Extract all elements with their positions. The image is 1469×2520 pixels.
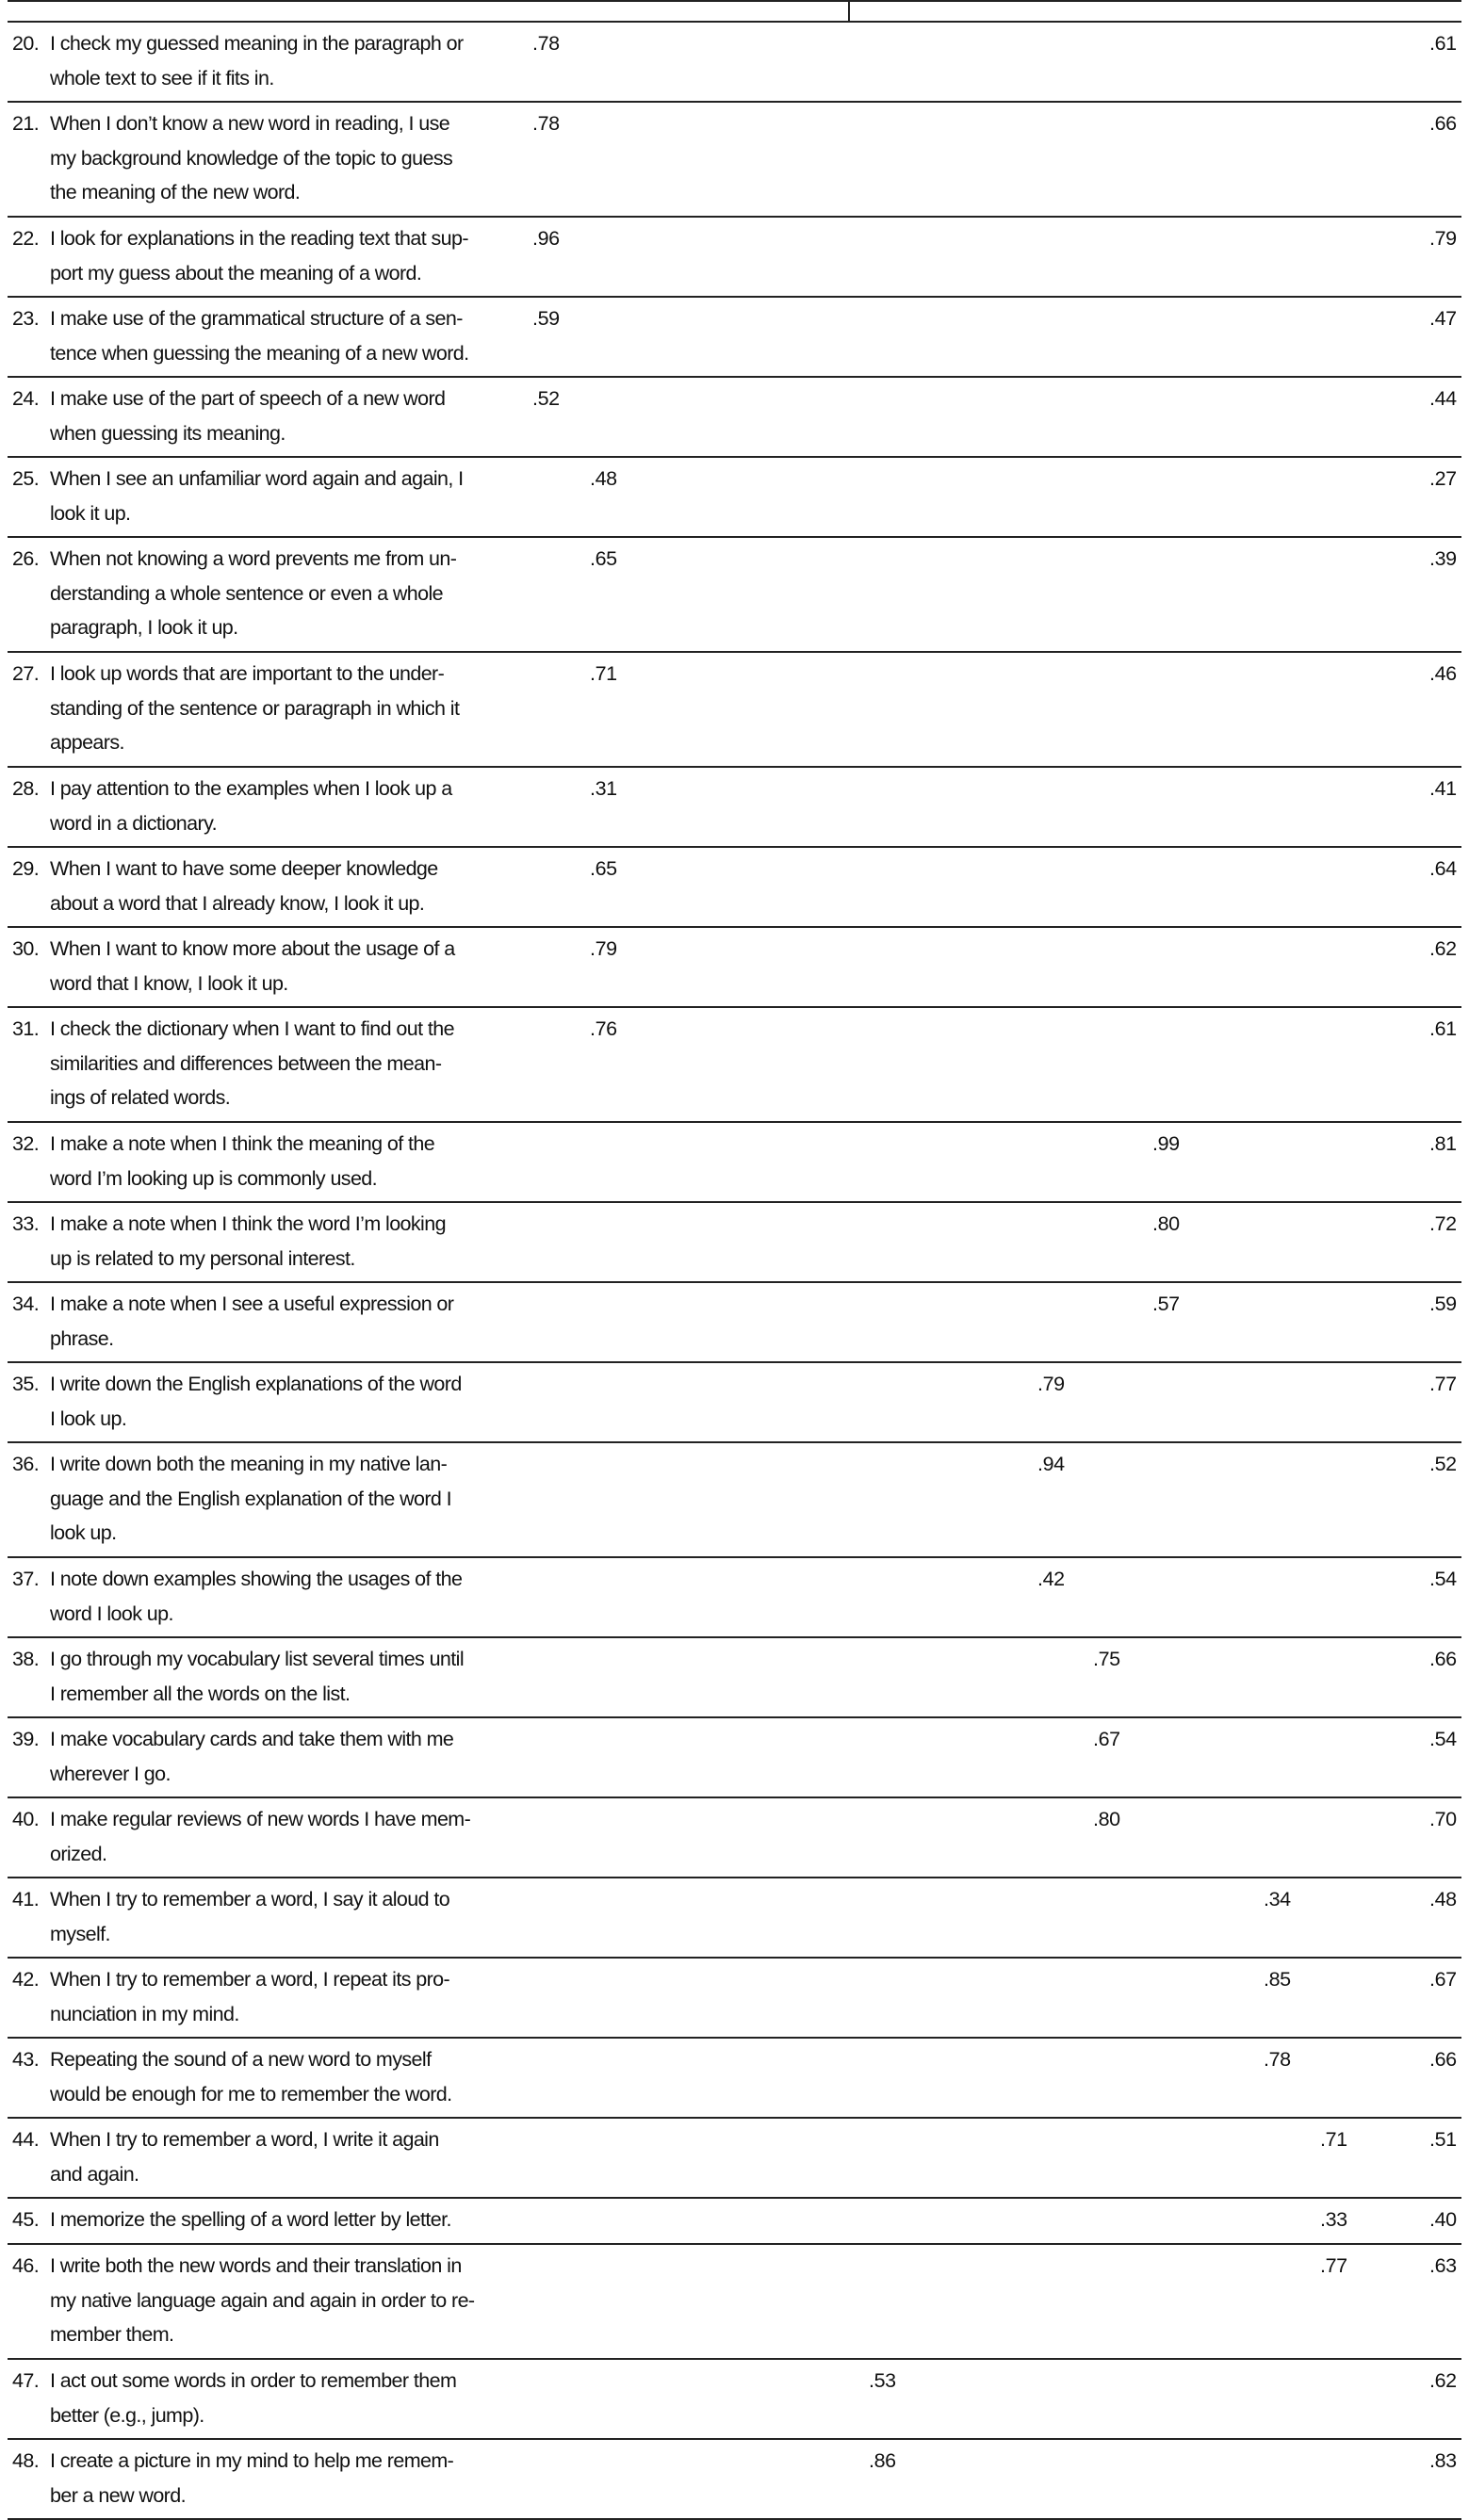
factor-loading: .42 — [1037, 1568, 1065, 1590]
item-line: When not knowing a word prevents me from un- — [50, 547, 457, 570]
item-text — [12, 1802, 519, 1871]
item-line: about a word that I already know, I look it up. — [50, 891, 425, 915]
item-text — [12, 1642, 519, 1711]
communality-value: .70 — [1429, 1808, 1457, 1830]
item-line: I check the dictionary when I want to find out the — [50, 1017, 454, 1040]
item-line: Repeating the sound of a new word to myself — [50, 2048, 432, 2071]
item-line: my background knowledge of the topic to guess — [50, 146, 453, 170]
item-number: 47. — [12, 2369, 40, 2392]
item-number: 35. — [12, 1373, 40, 1395]
item-text — [12, 1882, 519, 1951]
factor-loading: .96 — [532, 227, 560, 250]
item-text — [12, 2364, 519, 2432]
table-row — [8, 1203, 1461, 1283]
item-line: look up. — [50, 1521, 117, 1545]
table-row — [8, 1283, 1461, 1363]
table-header-row — [8, 2, 1461, 23]
table-row — [8, 378, 1461, 458]
factor-loading: .78 — [532, 32, 560, 55]
communality-value: .81 — [1429, 1132, 1457, 1155]
table-row — [8, 458, 1461, 538]
factor-loading: .65 — [590, 547, 617, 570]
item-number: 40. — [12, 1808, 40, 1830]
item-line: the meaning of the new word. — [50, 181, 301, 204]
item-text — [12, 1367, 519, 1436]
item-line: I make a note when I think the meaning of the — [50, 1132, 435, 1155]
item-text — [12, 2444, 519, 2512]
item-text — [12, 1127, 519, 1195]
item-number: 26. — [12, 547, 40, 570]
item-line: I act out some words in order to remember them — [50, 2369, 457, 2392]
item-line: When I try to remember a word, I repeat its pro- — [50, 1968, 450, 1991]
communality-value: .66 — [1429, 1648, 1457, 1670]
item-text — [12, 2203, 519, 2237]
item-number: 22. — [12, 227, 40, 250]
item-line: orized. — [50, 1842, 107, 1865]
table-row — [8, 218, 1461, 298]
communality-value: .39 — [1429, 547, 1457, 570]
factor-loading: .94 — [1037, 1453, 1065, 1475]
item-number: 32. — [12, 1132, 40, 1155]
communality-value: .64 — [1429, 857, 1457, 880]
item-line: tence when guessing the meaning of a new word. — [50, 341, 469, 365]
table-row — [8, 653, 1461, 768]
table-row — [8, 1878, 1461, 1959]
table-row — [8, 1008, 1461, 1123]
item-line: when guessing its meaning. — [50, 421, 286, 445]
item-number: 30. — [12, 937, 40, 960]
factor-loading: .75 — [1093, 1648, 1120, 1670]
communality-value: .59 — [1429, 1293, 1457, 1315]
table-row — [8, 298, 1461, 378]
item-number: 42. — [12, 1968, 40, 1991]
item-text — [12, 542, 519, 645]
item-line: I write both the new words and their translation in — [50, 2254, 462, 2277]
table-row — [8, 2360, 1461, 2440]
communality-value: .79 — [1429, 227, 1457, 250]
table-row — [8, 1123, 1461, 1203]
item-line: word I look up. — [50, 1601, 173, 1625]
item-line: similarities and differences between the mean- — [50, 1051, 442, 1075]
communality-value: .51 — [1429, 2128, 1457, 2151]
item-line: I go through my vocabulary list several times until — [50, 1648, 465, 1670]
communality-value: .83 — [1429, 2449, 1457, 2472]
item-line: I look up words that are important to the under- — [50, 662, 445, 685]
item-line: When I try to remember a word, I write it again — [50, 2128, 439, 2151]
factor-loading: .65 — [590, 857, 617, 880]
item-number: 25. — [12, 467, 40, 490]
table-row — [8, 1798, 1461, 1878]
table-row — [8, 848, 1461, 928]
item-text — [12, 382, 519, 450]
item-number: 45. — [12, 2208, 40, 2231]
item-number: 43. — [12, 2048, 40, 2071]
item-line: wherever I go. — [50, 1762, 171, 1785]
table-row — [8, 2119, 1461, 2199]
item-text — [12, 1447, 519, 1551]
item-number: 41. — [12, 1888, 40, 1910]
table-row — [8, 538, 1461, 653]
factor-loading: .33 — [1320, 2208, 1347, 2231]
item-text — [12, 1562, 519, 1631]
communality-value: .40 — [1429, 2208, 1457, 2231]
item-line: word I’m looking up is commonly used. — [50, 1166, 378, 1190]
item-line: I write down the English explanations of the word — [50, 1373, 462, 1395]
item-number: 38. — [12, 1648, 40, 1670]
item-line: ber a new word. — [50, 2483, 186, 2507]
communality-value: .52 — [1429, 1453, 1457, 1475]
item-number: 39. — [12, 1728, 40, 1750]
item-text — [12, 2042, 519, 2111]
item-line: phrase. — [50, 1326, 114, 1350]
table-row — [8, 1443, 1461, 1558]
communality-value: .77 — [1429, 1373, 1457, 1395]
table-row — [8, 2039, 1461, 2119]
item-number: 23. — [12, 307, 40, 330]
item-line: I make a note when I see a useful expression or — [50, 1293, 454, 1315]
factor-loading: .48 — [590, 467, 617, 490]
item-text — [12, 221, 519, 290]
item-text — [12, 462, 519, 530]
item-number: 21. — [12, 112, 40, 135]
communality-value: .66 — [1429, 112, 1457, 135]
item-line: would be enough for me to remember the word. — [50, 2082, 452, 2105]
communality-value: .61 — [1429, 1017, 1457, 1040]
item-line: ings of related words. — [50, 1086, 231, 1110]
table-row — [8, 2245, 1461, 2360]
item-line: paragraph, I look it up. — [50, 616, 238, 640]
communality-value: .41 — [1429, 777, 1457, 800]
factor-loading: .99 — [1152, 1132, 1180, 1155]
item-line: member them. — [50, 2323, 174, 2347]
communality-value: .48 — [1429, 1888, 1457, 1910]
table-row — [8, 1718, 1461, 1798]
item-number: 31. — [12, 1017, 40, 1040]
item-line: I write down both the meaning in my native lan- — [50, 1453, 448, 1475]
item-line: my native language again and again in order to re- — [50, 2288, 475, 2312]
item-line: I make vocabulary cards and take them with me — [50, 1728, 454, 1750]
item-text — [12, 2122, 519, 2191]
item-text — [12, 772, 519, 840]
item-line: I memorize the spelling of a word letter by letter. — [50, 2208, 451, 2231]
factor-loading: .52 — [532, 387, 560, 410]
factor-loading: .86 — [869, 2449, 896, 2472]
communality-value: .46 — [1429, 662, 1457, 685]
item-text — [12, 2249, 519, 2352]
item-number: 27. — [12, 662, 40, 685]
factor-loading: .78 — [532, 112, 560, 135]
item-text — [12, 852, 519, 920]
item-number: 36. — [12, 1453, 40, 1475]
communality-value: .67 — [1429, 1968, 1457, 1991]
communality-value: .47 — [1429, 307, 1457, 330]
table-row — [8, 1363, 1461, 1443]
communality-value: .63 — [1429, 2254, 1457, 2277]
item-line: I pay attention to the examples when I look up a — [50, 777, 452, 800]
item-text — [12, 1012, 519, 1115]
factor-loading: .80 — [1152, 1212, 1180, 1235]
factor-loading: .67 — [1093, 1728, 1120, 1750]
item-line: When I try to remember a word, I say it aloud to — [50, 1888, 450, 1910]
item-text — [12, 1962, 519, 2031]
factor-loading: .71 — [590, 662, 617, 685]
item-line: When I want to know more about the usage of a — [50, 937, 455, 960]
item-number: 24. — [12, 387, 40, 410]
item-number: 37. — [12, 1568, 40, 1590]
item-line: guage and the English explanation of the word I — [50, 1487, 452, 1510]
item-line: I make use of the grammatical structure of a sen- — [50, 307, 463, 330]
item-text — [12, 657, 519, 760]
item-line: I note down examples showing the usages of the — [50, 1568, 463, 1590]
item-line: I look up. — [50, 1406, 127, 1430]
item-text — [12, 932, 519, 1000]
item-number: 33. — [12, 1212, 40, 1235]
table-row — [8, 928, 1461, 1008]
item-number: 48. — [12, 2449, 40, 2472]
item-number: 20. — [12, 32, 40, 55]
table-row — [8, 1558, 1461, 1638]
factor-loading: .77 — [1320, 2254, 1347, 2277]
item-text — [12, 26, 519, 95]
item-line: myself. — [50, 1922, 110, 1945]
item-line: up is related to my personal interest. — [50, 1246, 355, 1270]
factor-loading: .78 — [1264, 2048, 1291, 2071]
table-row — [8, 1959, 1461, 2039]
item-line: standing of the sentence or paragraph in which it — [50, 696, 460, 720]
item-line: whole text to see if it fits in. — [50, 66, 274, 89]
factor-loading: .53 — [869, 2369, 896, 2392]
item-line: word that I know, I look it up. — [50, 971, 288, 995]
item-text — [12, 1722, 519, 1791]
item-line: appears. — [50, 731, 124, 755]
item-line: port my guess about the meaning of a word. — [50, 261, 422, 285]
item-line: I check my guessed meaning in the paragraph or — [50, 32, 464, 55]
factor-loading: .76 — [590, 1017, 617, 1040]
item-number: 28. — [12, 777, 40, 800]
communality-value: .54 — [1429, 1728, 1457, 1750]
item-line: look it up. — [50, 501, 131, 525]
header-column-divider — [848, 2, 850, 21]
item-text — [12, 106, 519, 210]
item-number: 44. — [12, 2128, 40, 2151]
communality-value: .66 — [1429, 2048, 1457, 2071]
item-line: nunciation in my mind. — [50, 2002, 239, 2025]
communality-value: .72 — [1429, 1212, 1457, 1235]
item-line: I create a picture in my mind to help me remem- — [50, 2449, 454, 2472]
table-row — [8, 23, 1461, 103]
table-row — [8, 768, 1461, 848]
factor-loading: .79 — [1037, 1373, 1065, 1395]
table-row — [8, 2440, 1461, 2520]
item-line: better (e.g., jump). — [50, 2403, 204, 2427]
loadings-table — [8, 0, 1461, 2507]
factor-loading: .57 — [1152, 1293, 1180, 1315]
communality-value: .61 — [1429, 32, 1457, 55]
item-line: and again. — [50, 2162, 139, 2186]
item-line: word in a dictionary. — [50, 811, 218, 835]
item-number: 34. — [12, 1293, 40, 1315]
item-line: I make a note when I think the word I’m looking — [50, 1212, 446, 1235]
communality-value: .27 — [1429, 467, 1457, 490]
factor-loading: .34 — [1264, 1888, 1291, 1910]
item-number: 29. — [12, 857, 40, 880]
item-line: derstanding a whole sentence or even a whole — [50, 581, 444, 605]
item-line: I remember all the words on the list. — [50, 1682, 351, 1705]
table-row — [8, 2199, 1461, 2245]
table-row — [8, 103, 1461, 218]
item-line: When I don’t know a new word in reading, I use — [50, 112, 450, 135]
item-text — [12, 301, 519, 370]
communality-value: .44 — [1429, 387, 1457, 410]
factor-loading: .59 — [532, 307, 560, 330]
factor-loading: .71 — [1320, 2128, 1347, 2151]
item-line: I look for explanations in the reading text that sup- — [50, 227, 468, 250]
item-text — [12, 1207, 519, 1276]
item-text — [12, 1287, 519, 1356]
factor-loading: .80 — [1093, 1808, 1120, 1830]
factor-loading: .79 — [590, 937, 617, 960]
item-line: I make regular reviews of new words I have mem- — [50, 1808, 471, 1830]
communality-value: .54 — [1429, 1568, 1457, 1590]
item-line: When I see an unfamiliar word again and again, I — [50, 467, 464, 490]
factor-loading: .31 — [590, 777, 617, 800]
communality-value: .62 — [1429, 937, 1457, 960]
factor-loading: .85 — [1264, 1968, 1291, 1991]
item-line: I make use of the part of speech of a new word — [50, 387, 446, 410]
communality-value: .62 — [1429, 2369, 1457, 2392]
item-number: 46. — [12, 2254, 40, 2277]
table-row — [8, 1638, 1461, 1718]
item-line: When I want to have some deeper knowledge — [50, 857, 438, 880]
